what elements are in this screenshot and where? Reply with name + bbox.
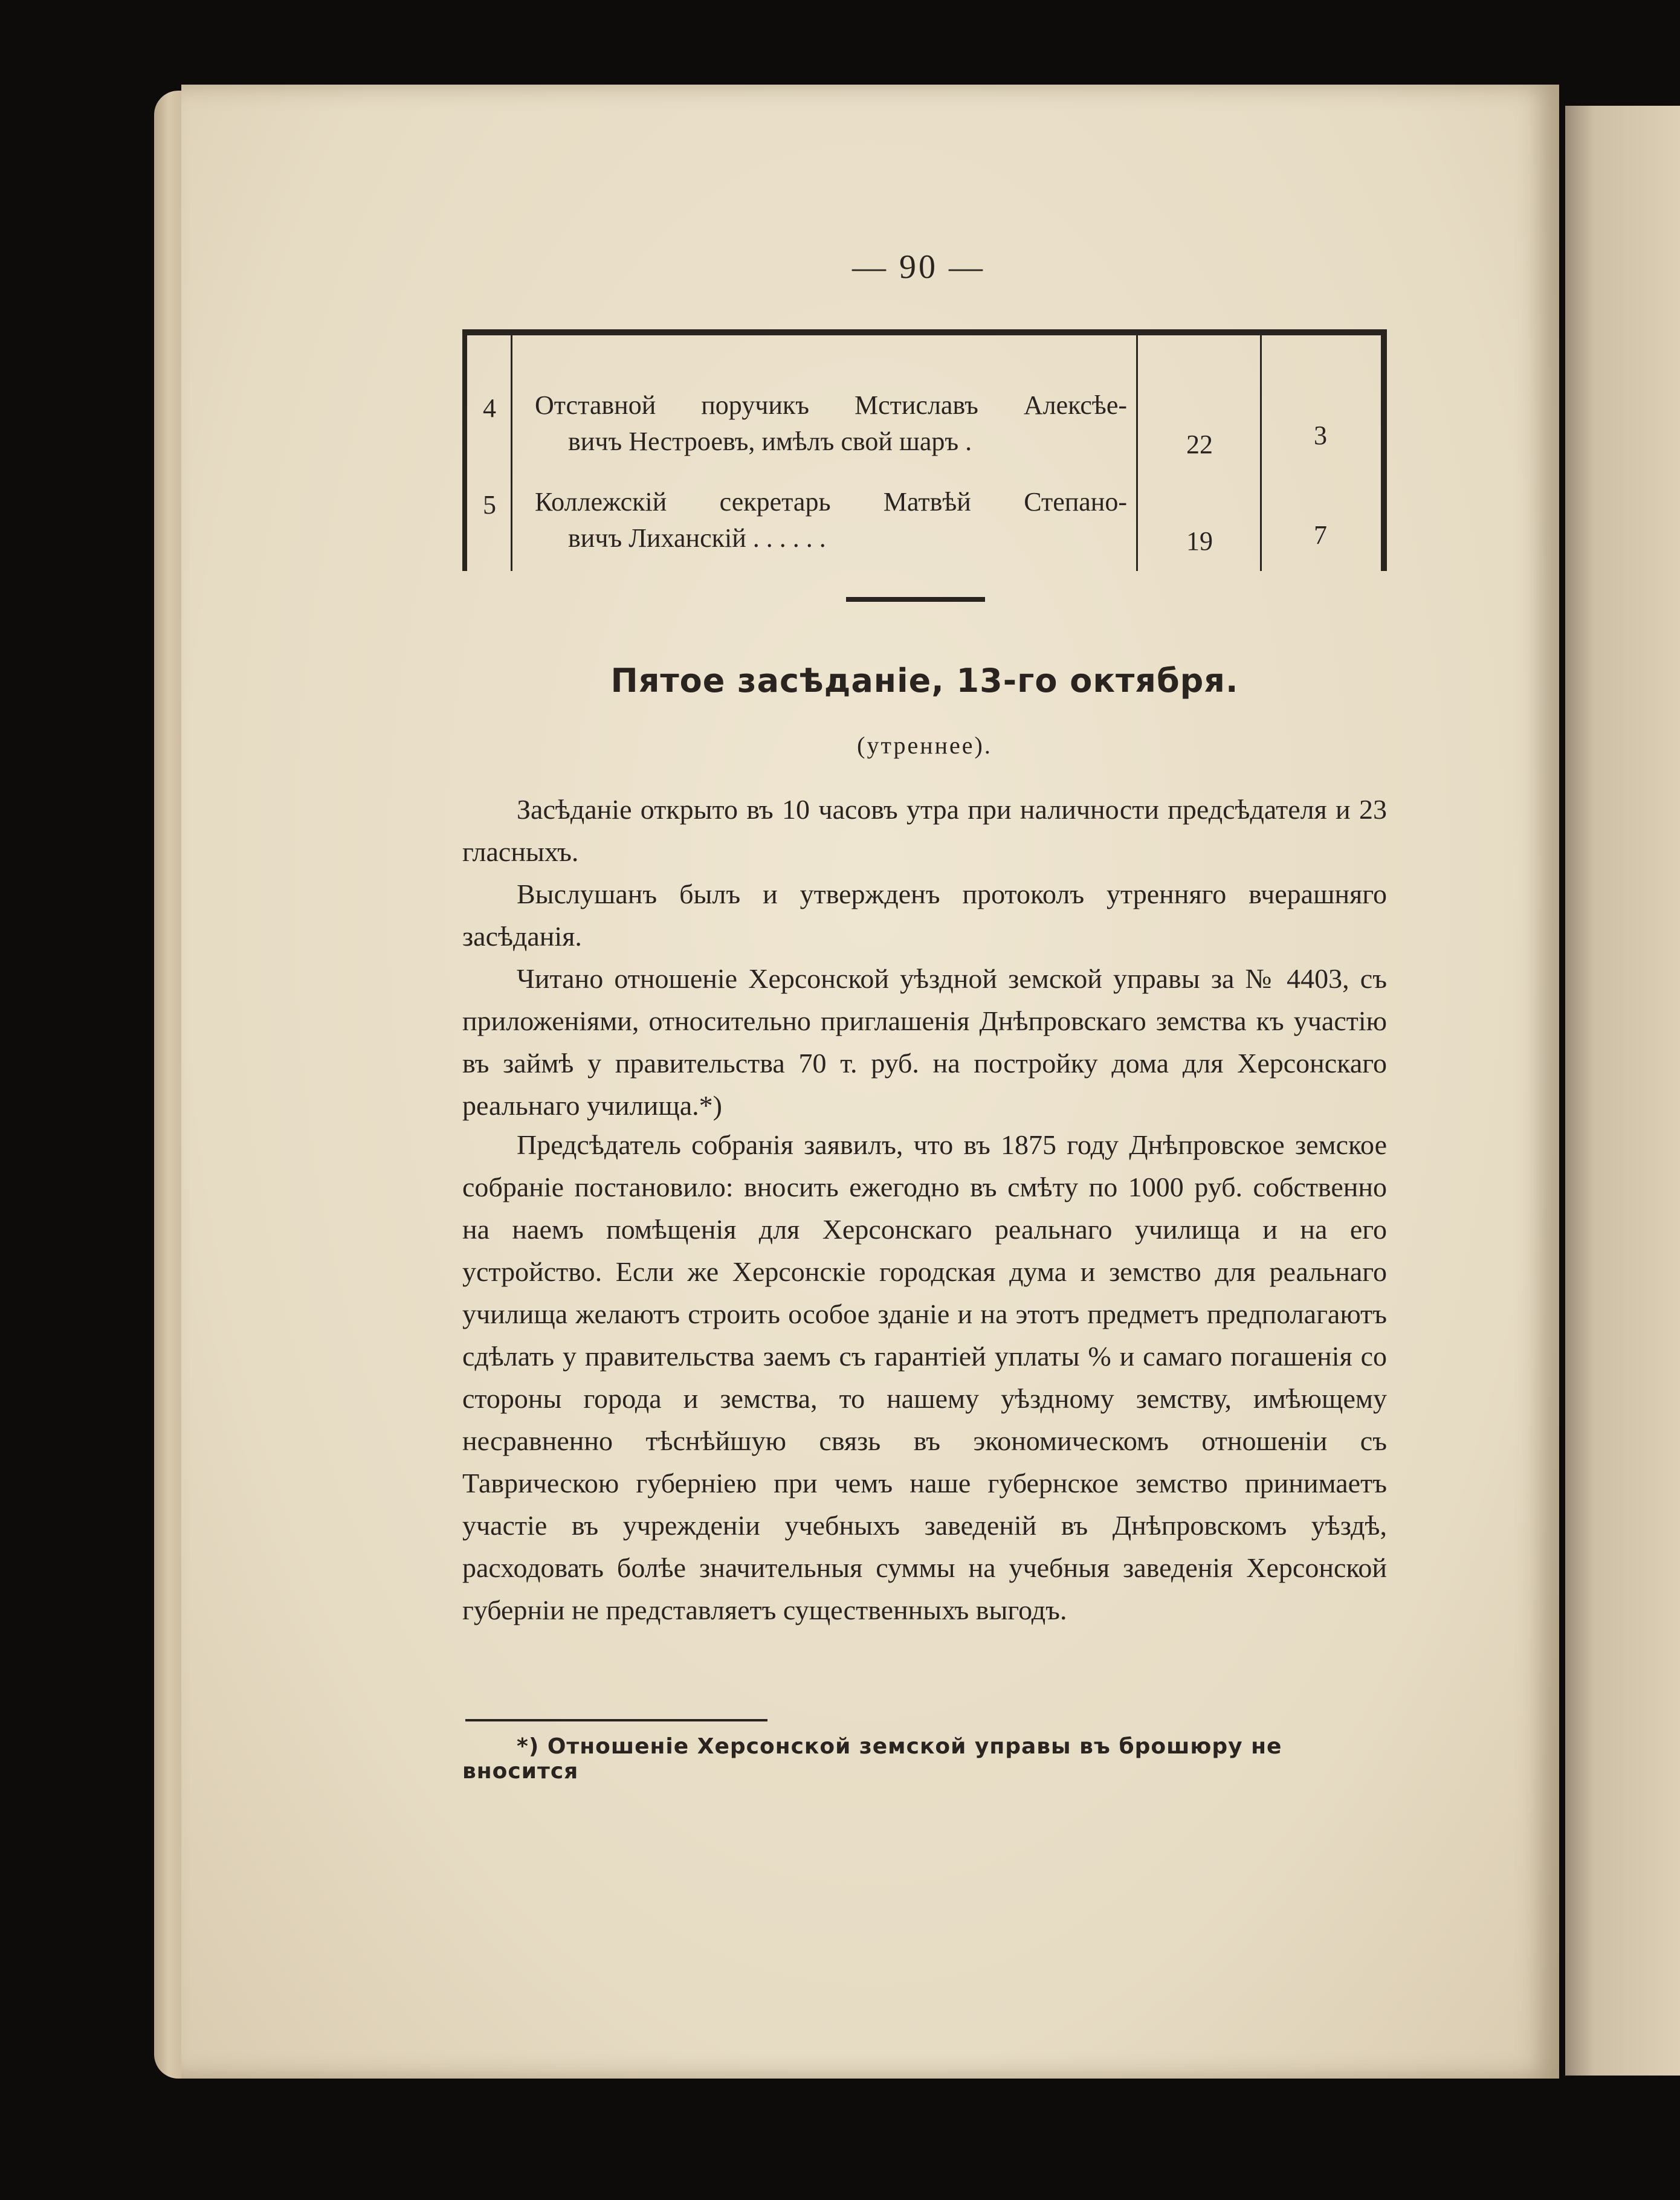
row-4-text-line2: вичъ Нестроевъ, имѣлъ свой шаръ . — [568, 427, 972, 456]
row-4-text-line1: Отставной поручикъ Мстиславъ Алексѣе- — [535, 390, 1127, 420]
results-table — [462, 329, 1387, 571]
table-left-border — [462, 329, 467, 571]
row-5-text-line1: Коллежскій секретарь Матвѣй Степано- — [535, 487, 1127, 517]
footnote: *) Отношеніе Херсонской земской управы въ брошюру не вносится — [462, 1734, 1282, 1784]
footnote-rule — [465, 1719, 767, 1721]
row-5-number: 5 — [483, 490, 496, 520]
page-number: — 90 — — [852, 248, 985, 286]
facing-page-edge — [1565, 106, 1680, 2076]
paragraph-2: Выслушанъ былъ и утвержденъ протоколъ утренняго вчерашняго засѣданія. — [462, 879, 1387, 952]
row-5-value-2: 7 — [1314, 520, 1327, 550]
paragraph-1: Засѣданіе открыто въ 10 часовъ утра при наличности предсѣдателя и 23 гласныхъ. — [462, 794, 1387, 867]
row-5-value-1: 19 — [1186, 526, 1213, 556]
section-subheading: (утреннее). — [857, 732, 992, 759]
row-5-text-line2: вичъ Лиханскій . . . . . . — [568, 523, 826, 553]
table-num-divider — [511, 329, 512, 571]
row-4-value-1: 22 — [1186, 430, 1213, 459]
table-col-divider-1 — [1136, 329, 1138, 571]
row-4-number: 4 — [483, 393, 496, 423]
row-4-value-2: 3 — [1314, 421, 1327, 450]
table-top-rule — [462, 329, 1387, 335]
table-col-divider-2 — [1260, 329, 1262, 571]
section-heading: Пятое засѣданіе, 13-го октября. — [610, 662, 1239, 700]
paragraph-4: Предсѣдатель собранія заявилъ, что въ 1875 году Днѣпровское земское собраніе постановило: вносить ежегодно въ смѣту по 1000 руб. собственно на наемъ помѣщенія для Херсонскаго реальнаго училища и на его устройство. Если же Херсонскіе городская дума и земство для реальнаго училища желаютъ строить особое зданіе и на этотъ предметъ предполагаютъ сдѣлать у правительства заемъ съ гарантіей уплаты % и самаго погашенія со стороны города и земства, то нашему уѣздному земству, имѣющему несравненно тѣснѣйшую связь въ экономическомъ отношеніи съ Таврическою губерніею при чемъ наше губернское земство принимаетъ участіе въ учрежденіи учебныхъ заведеній въ Днѣпровскомъ уѣздѣ, расходовать болѣе значительныя суммы на учебныя заведенія Херсонской губерніи не представляетъ существенныхъ выгодъ. — [462, 1129, 1387, 1625]
table-right-border — [1381, 329, 1387, 571]
section-separator — [846, 597, 985, 602]
paragraph-3: Читано отношеніе Херсонской уѣздной земской управы за № 4403, съ приложеніями, относительно приглашенія Днѣпровскаго земства къ участію въ займѣ у правительства 70 т. руб. на постройку дома для Херсонскаго реальнаго училища.*) — [462, 963, 1387, 1121]
